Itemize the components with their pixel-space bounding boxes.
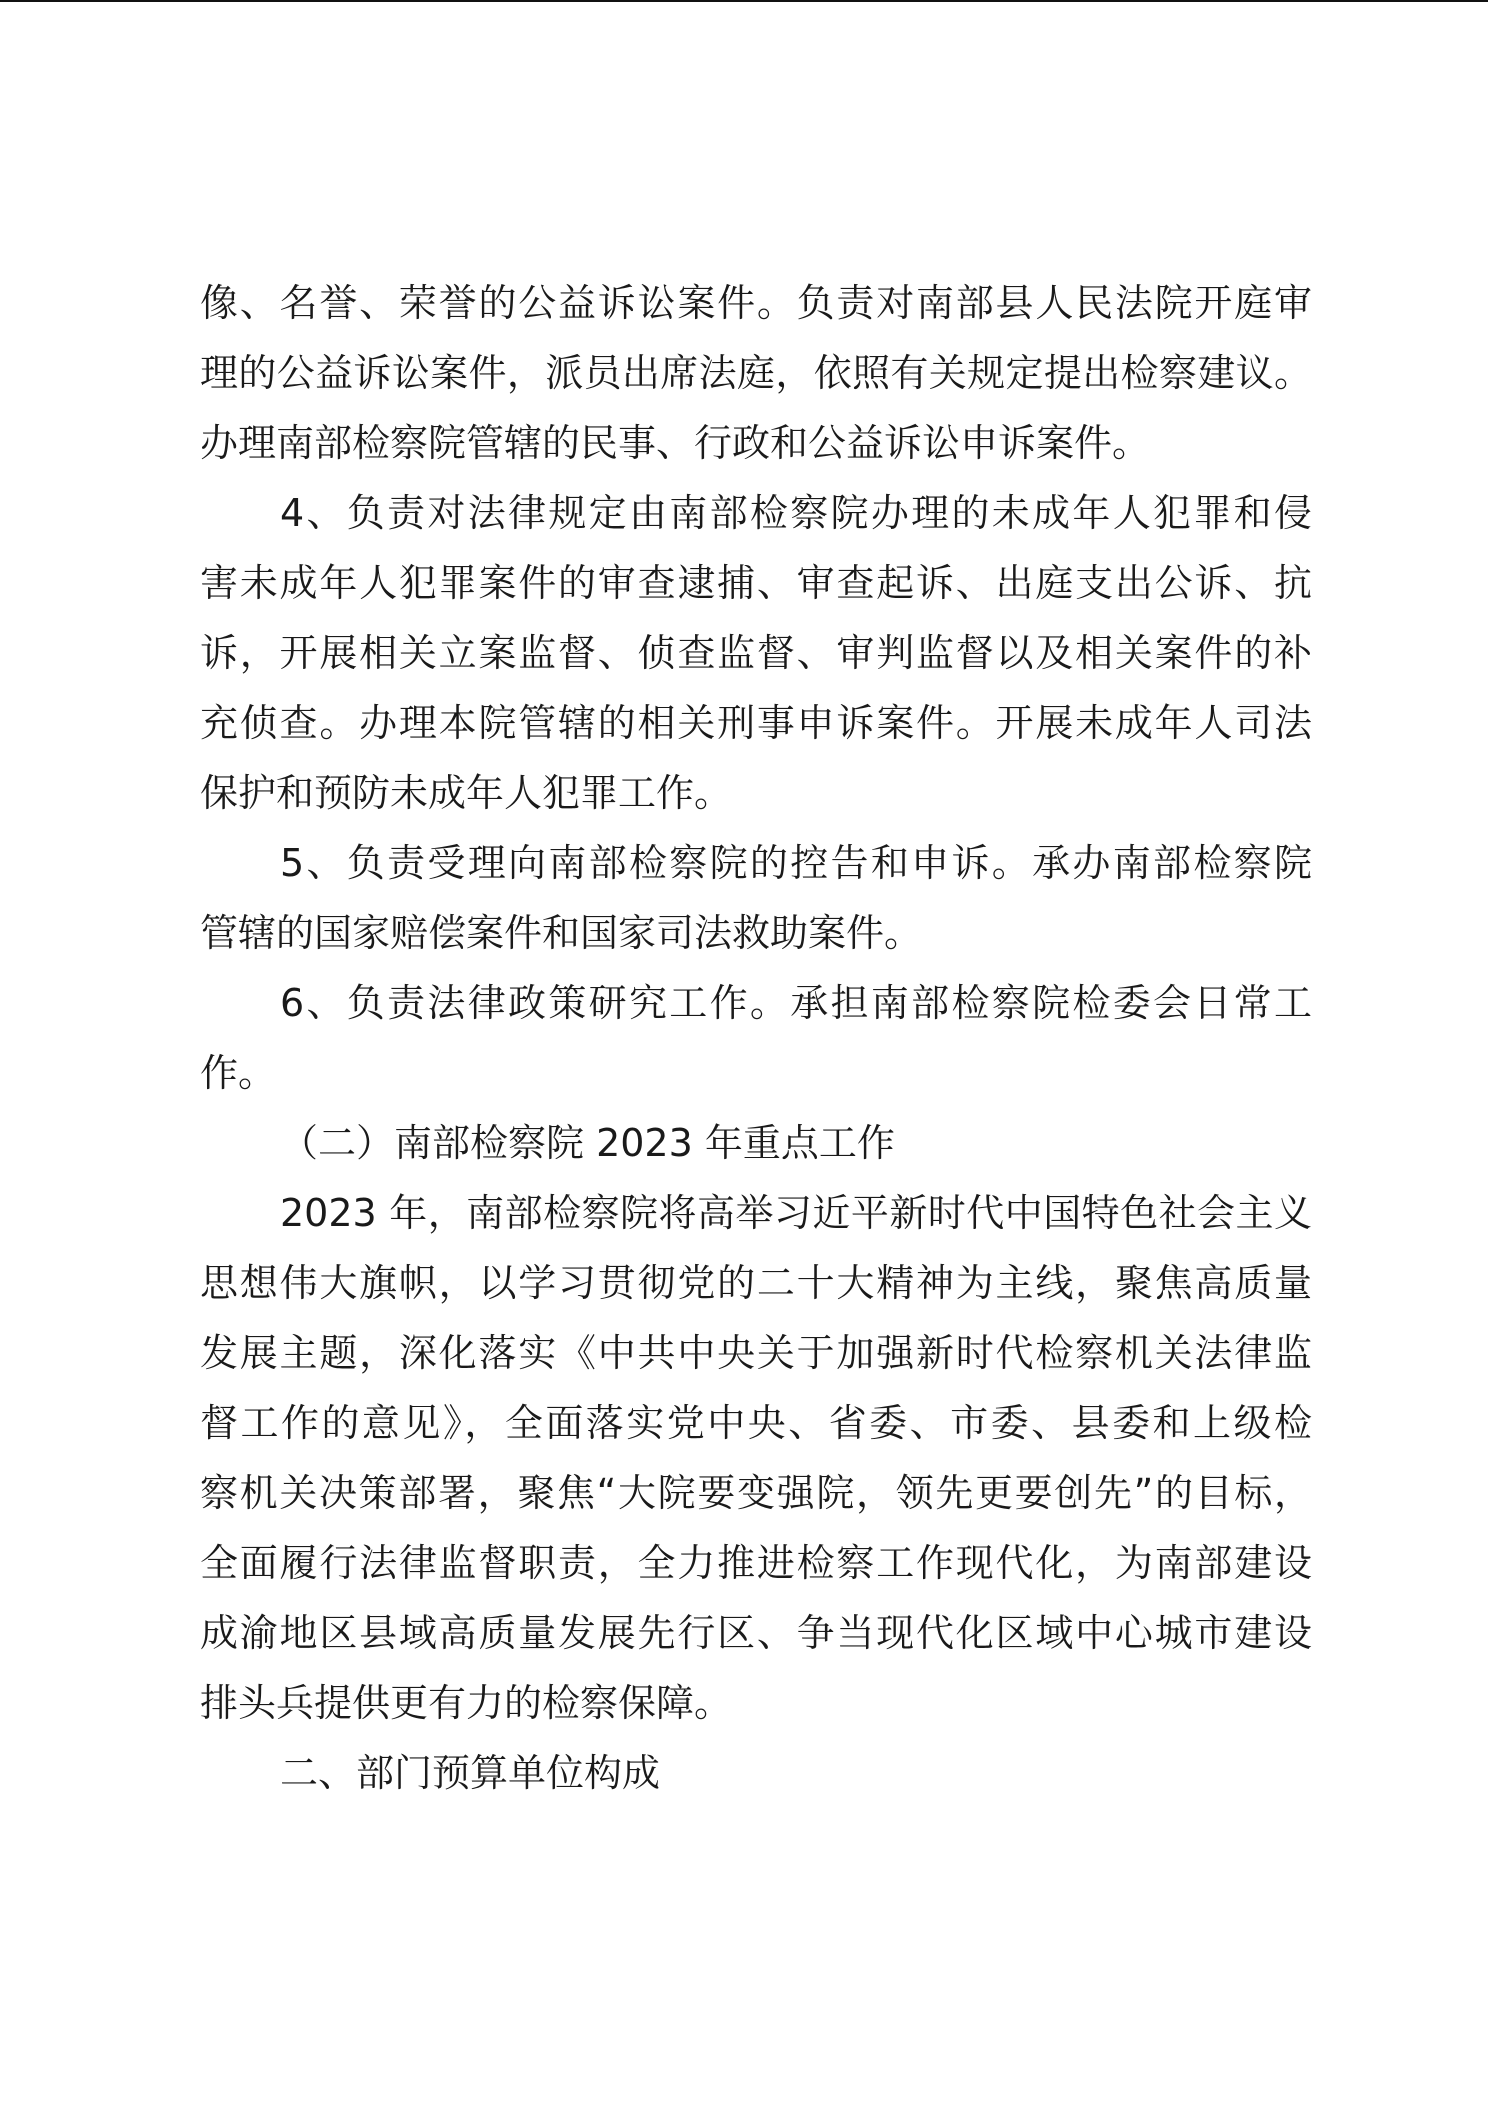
section-heading-key-work: （二）南部检察院 2023 年重点工作 [280, 1121, 895, 1165]
text-line: 发展主题，深化落实《中共中央关于加强新时代检察机关法律监 [200, 1331, 1312, 1375]
text-line: 成渝地区县域高质量发展先行区、争当现代化区域中心城市建设 [200, 1611, 1312, 1655]
paragraph-item-5: 5、负责受理向南部检察院的控告和申诉。承办南部检察院 [280, 841, 1312, 885]
text-line: 理的公益诉讼案件，派员出席法庭，依照有关规定提出检察建议。 [200, 351, 1312, 395]
text-line: 全面履行法律监督职责，全力推进检察工作现代化，为南部建设 [200, 1541, 1312, 1585]
text-line: 保护和预防未成年人犯罪工作。 [200, 771, 733, 815]
text-line: 办理南部检察院管辖的民事、行政和公益诉讼申诉案件。 [200, 421, 1151, 465]
section-heading-budget-units: 二、部门预算单位构成 [280, 1751, 661, 1795]
top-border-line [0, 0, 1488, 2]
paragraph-item-4: 4、负责对法律规定由南部检察院办理的未成年人犯罪和侵 [280, 491, 1312, 535]
text-line: 察机关决策部署，聚焦“大院要变强院，领先更要创先”的目标， [200, 1471, 1312, 1515]
text-line: 诉，开展相关立案监督、侦查监督、审判监督以及相关案件的补 [200, 631, 1312, 675]
text-line: 排头兵提供更有力的检察保障。 [200, 1681, 733, 1725]
text-line: 思想伟大旗帜，以学习贯彻党的二十大精神为主线，聚焦高质量 [200, 1261, 1312, 1305]
paragraph-2023: 2023 年，南部检察院将高举习近平新时代中国特色社会主义 [280, 1191, 1312, 1235]
text-line: 像、名誉、荣誉的公益诉讼案件。负责对南部县人民法院开庭审 [200, 281, 1312, 325]
text-line: 充侦查。办理本院管辖的相关刑事申诉案件。开展未成年人司法 [200, 701, 1312, 745]
text-line: 督工作的意见》，全面落实党中央、省委、市委、县委和上级检 [200, 1401, 1312, 1445]
text-line: 管辖的国家赔偿案件和国家司法救助案件。 [200, 911, 923, 955]
document-body [200, 268, 1312, 1808]
text-line: 作。 [200, 1051, 277, 1095]
paragraph-item-6: 6、负责法律政策研究工作。承担南部检察院检委会日常工 [280, 981, 1312, 1025]
text-line: 害未成年人犯罪案件的审查逮捕、审查起诉、出庭支出公诉、抗 [200, 561, 1312, 605]
